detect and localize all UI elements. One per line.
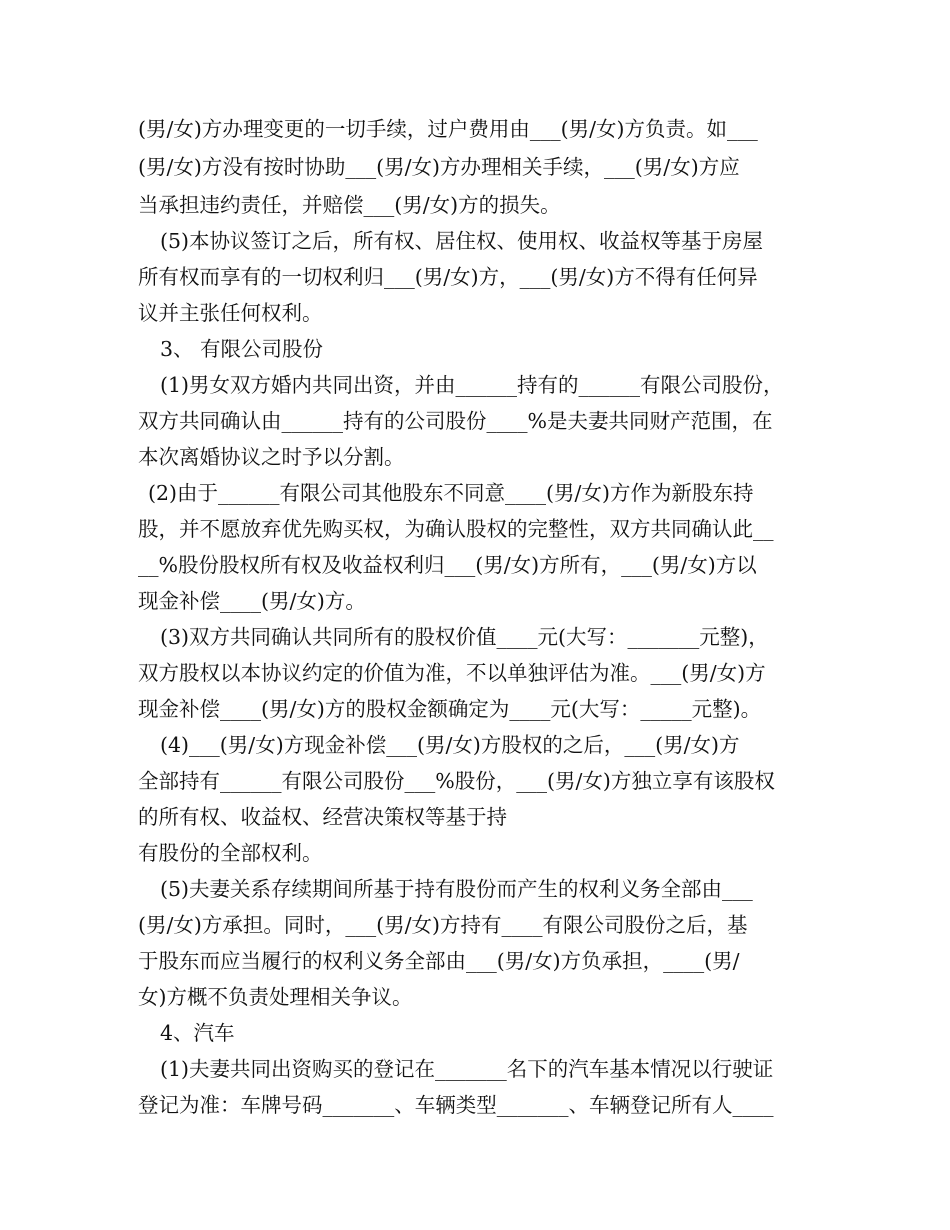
text-line: 现金补偿____(男/女)方的股权金额确定为____元(大写：_____元整)。 <box>138 697 762 721</box>
text-line: (5)本协议签订之后，所有权、居住权、使用权、收益权等基于房屋 <box>160 229 764 253</box>
text-line: 有股份的全部权利。 <box>138 841 323 865</box>
text-line: 当承担违约责任，并赔偿___(男/女)方的损失。 <box>138 193 561 217</box>
text-line: (1)夫妻共同出资购买的登记在_______名下的汽车基本情况以行驶证 <box>160 1057 774 1081</box>
text-line: (男/女)方没有按时协助___(男/女)方办理相关手续，___(男/女)方应 <box>138 155 740 179</box>
text-line: 议并主张任何权利。 <box>138 301 323 325</box>
text-line: (1)男女双方婚内共同出资，并由______持有的______有限公司股份， <box>160 373 784 397</box>
text-line: 双方共同确认由______持有的公司股份____%是夫妻共同财产范围，在 <box>138 409 773 433</box>
text-line: (4)___(男/女)方现金补偿___(男/女)方股权的之后，___(男/女)方 <box>160 733 740 757</box>
text-line: 的所有权、收益权、经营决策权等基于持 <box>138 805 507 829</box>
text-line: (男/女)方办理变更的一切手续，过户费用由___(男/女)方负责。如___ <box>138 117 758 141</box>
text-line: (3)双方共同确认共同所有的股权价值____元(大写：_______元整)， <box>160 625 769 649</box>
text-line: 所有权而享有的一切权利归___(男/女)方，___(男/女)方不得有任何异 <box>138 265 758 289</box>
text-line: 女)方概不负责处理相关争议。 <box>138 985 413 1009</box>
text-line: (2)由于______有限公司其他股东不同意____(男/女)方作为新股东持 <box>148 481 754 505</box>
text-line: (5)夫妻关系存续期间所基于持有股份而产生的权利义务全部由___ <box>160 877 753 901</box>
text-line: 于股东而应当履行的权利义务全部由___(男/女)方负承担，____(男/ <box>138 949 740 973</box>
text-line: __%股份股权所有权及收益权利归___(男/女)方所有，___(男/女)方以 <box>138 553 757 577</box>
text-line: 本次离婚协议之时予以分割。 <box>138 445 405 469</box>
section-heading: 4、汽车 <box>160 1021 235 1045</box>
text-line: 现金补偿____(男/女)方。 <box>138 589 366 613</box>
text-line: 股，并不愿放弃优先购买权，为确认股权的完整性，双方共同确认此__ <box>138 517 774 541</box>
text-line: (男/女)方承担。同时，___(男/女)方持有____有限公司股份之后，基 <box>138 913 748 937</box>
text-line: 登记为准：车牌号码_______、车辆类型_______、车辆登记所有人____ <box>138 1093 774 1117</box>
text-line: 双方股权以本协议约定的价值为准，不以单独评估为准。___(男/女)方 <box>138 661 766 685</box>
section-heading: 3、 有限公司股份 <box>160 337 324 361</box>
text-line: 全部持有______有限公司股份___%股份，___(男/女)方独立享有该股权 <box>138 769 775 793</box>
